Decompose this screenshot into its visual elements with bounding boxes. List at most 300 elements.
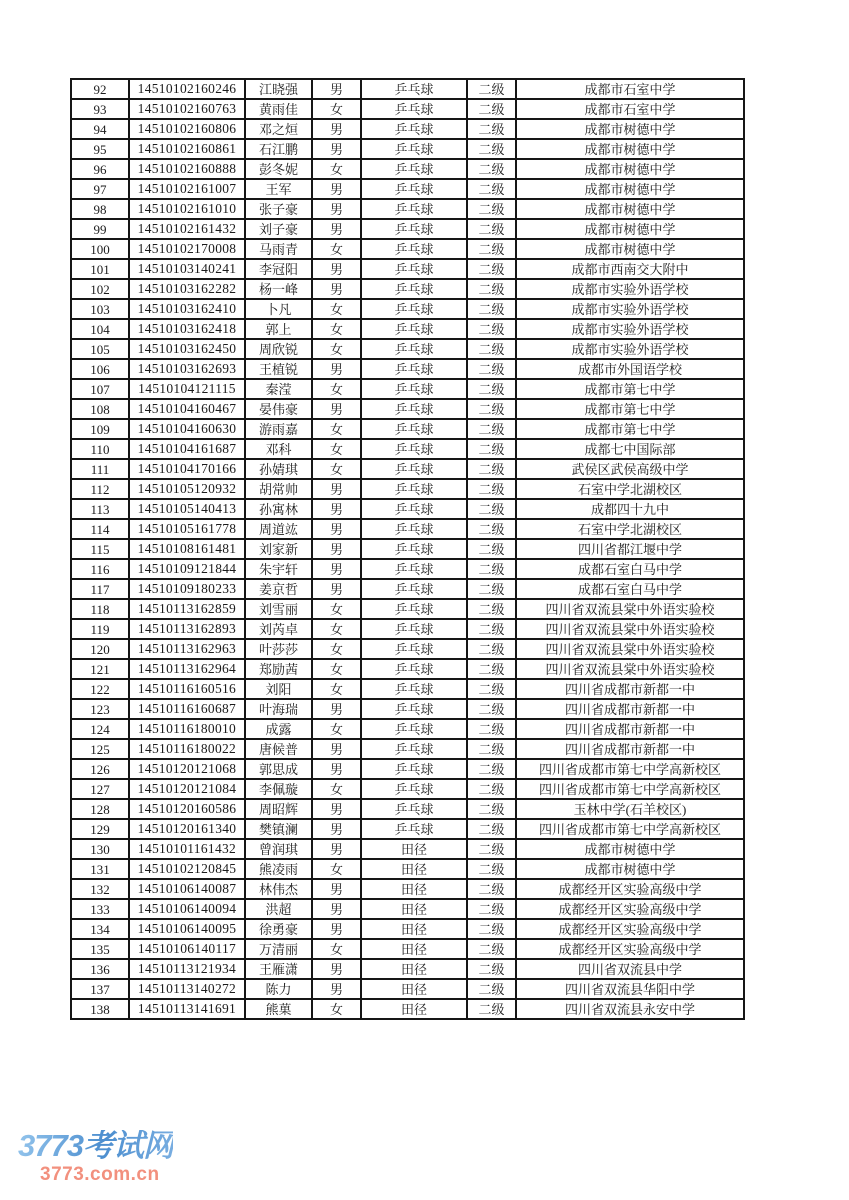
table-cell: 女 bbox=[312, 159, 361, 179]
table-cell: 徐勇豪 bbox=[245, 919, 312, 939]
table-cell: 四川省成都市新都一中 bbox=[516, 739, 744, 759]
table-cell: 男 bbox=[312, 579, 361, 599]
table-cell: 四川省双流县棠中外语实验校 bbox=[516, 639, 744, 659]
table-cell: 刘家新 bbox=[245, 539, 312, 559]
table-cell: 男 bbox=[312, 519, 361, 539]
table-cell: 14510103162450 bbox=[129, 339, 245, 359]
table-cell: 成都市实验外语学校 bbox=[516, 319, 744, 339]
table-cell: 男 bbox=[312, 819, 361, 839]
table-cell: 男 bbox=[312, 139, 361, 159]
table-row bbox=[71, 219, 744, 239]
table-row bbox=[71, 499, 744, 519]
table-cell: 叶海瑞 bbox=[245, 699, 312, 719]
table-cell: 成都市第七中学 bbox=[516, 379, 744, 399]
table-cell: 124 bbox=[71, 719, 129, 739]
table-cell: 男 bbox=[312, 119, 361, 139]
table-cell: 二级 bbox=[467, 239, 516, 259]
table-cell: 14510113140272 bbox=[129, 979, 245, 999]
table-row bbox=[71, 319, 744, 339]
table-cell: 92 bbox=[71, 79, 129, 99]
table-cell: 成都石室白马中学 bbox=[516, 559, 744, 579]
table-row bbox=[71, 699, 744, 719]
table-cell: 二级 bbox=[467, 359, 516, 379]
table-cell: 邓之烜 bbox=[245, 119, 312, 139]
table-row bbox=[71, 679, 744, 699]
table-cell: 二级 bbox=[467, 179, 516, 199]
table-cell: 136 bbox=[71, 959, 129, 979]
table-cell: 14510113162893 bbox=[129, 619, 245, 639]
table-cell: 133 bbox=[71, 899, 129, 919]
table-cell: 成都市树德中学 bbox=[516, 859, 744, 879]
table-row bbox=[71, 879, 744, 899]
table-cell: 王植锐 bbox=[245, 359, 312, 379]
table-cell: 118 bbox=[71, 599, 129, 619]
table-cell: 石江鹏 bbox=[245, 139, 312, 159]
table-cell: 成都经开区实验高级中学 bbox=[516, 919, 744, 939]
table-cell: 女 bbox=[312, 319, 361, 339]
table-cell: 成都经开区实验高级中学 bbox=[516, 939, 744, 959]
table-cell: 乒乓球 bbox=[361, 579, 467, 599]
table-cell: 郭思成 bbox=[245, 759, 312, 779]
table-cell: 女 bbox=[312, 599, 361, 619]
table-cell: 二级 bbox=[467, 879, 516, 899]
table-cell: 乒乓球 bbox=[361, 379, 467, 399]
table-cell: 14510105120932 bbox=[129, 479, 245, 499]
table-cell: 132 bbox=[71, 879, 129, 899]
table-cell: 14510113162964 bbox=[129, 659, 245, 679]
table-cell: 男 bbox=[312, 739, 361, 759]
table-cell: 108 bbox=[71, 399, 129, 419]
table-cell: 二级 bbox=[467, 79, 516, 99]
table-cell: 四川省成都市第七中学高新校区 bbox=[516, 819, 744, 839]
table-cell: 成都市树德中学 bbox=[516, 119, 744, 139]
table-cell: 樊镇澜 bbox=[245, 819, 312, 839]
table-cell: 二级 bbox=[467, 279, 516, 299]
table-cell: 乒乓球 bbox=[361, 739, 467, 759]
table-cell: 129 bbox=[71, 819, 129, 839]
table-cell: 14510102160888 bbox=[129, 159, 245, 179]
table-cell: 男 bbox=[312, 199, 361, 219]
table-cell: 男 bbox=[312, 759, 361, 779]
table-cell: 胡常帅 bbox=[245, 479, 312, 499]
table-cell: 朱宇轩 bbox=[245, 559, 312, 579]
table-row bbox=[71, 579, 744, 599]
table-cell: 女 bbox=[312, 99, 361, 119]
table-cell: 二级 bbox=[467, 759, 516, 779]
table-cell: 田径 bbox=[361, 979, 467, 999]
table-cell: 乒乓球 bbox=[361, 259, 467, 279]
table-cell: 成都经开区实验高级中学 bbox=[516, 879, 744, 899]
table-cell: 二级 bbox=[467, 979, 516, 999]
table-cell: 四川省双流县华阳中学 bbox=[516, 979, 744, 999]
table-cell: 彭冬妮 bbox=[245, 159, 312, 179]
table-cell: 122 bbox=[71, 679, 129, 699]
table-cell: 杨一峰 bbox=[245, 279, 312, 299]
table-cell: 男 bbox=[312, 219, 361, 239]
table-cell: 男 bbox=[312, 359, 361, 379]
table-cell: 14510109121844 bbox=[129, 559, 245, 579]
table-cell: 14510104160467 bbox=[129, 399, 245, 419]
table-cell: 男 bbox=[312, 539, 361, 559]
table-cell: 二级 bbox=[467, 439, 516, 459]
table-row bbox=[71, 79, 744, 99]
table-cell: 二级 bbox=[467, 999, 516, 1019]
table-cell: 男 bbox=[312, 979, 361, 999]
table-cell: 127 bbox=[71, 779, 129, 799]
table-cell: 男 bbox=[312, 179, 361, 199]
table-cell: 二级 bbox=[467, 479, 516, 499]
table-cell: 二级 bbox=[467, 399, 516, 419]
table-cell: 成都市树德中学 bbox=[516, 139, 744, 159]
table-cell: 女 bbox=[312, 659, 361, 679]
table-row bbox=[71, 359, 744, 379]
table-cell: 石室中学北湖校区 bbox=[516, 479, 744, 499]
table-row bbox=[71, 619, 744, 639]
table-cell: 乒乓球 bbox=[361, 499, 467, 519]
table-cell: 14510102161432 bbox=[129, 219, 245, 239]
table-cell: 男 bbox=[312, 479, 361, 499]
table-cell: 14510103162418 bbox=[129, 319, 245, 339]
table-cell: 乒乓球 bbox=[361, 679, 467, 699]
table-cell: 男 bbox=[312, 839, 361, 859]
table-cell: 男 bbox=[312, 559, 361, 579]
table-cell: 周昭辉 bbox=[245, 799, 312, 819]
table-cell: 乒乓球 bbox=[361, 439, 467, 459]
table-cell: 乒乓球 bbox=[361, 359, 467, 379]
table-cell: 乒乓球 bbox=[361, 159, 467, 179]
table-cell: 乒乓球 bbox=[361, 399, 467, 419]
table-cell: 二级 bbox=[467, 319, 516, 339]
table-cell: 104 bbox=[71, 319, 129, 339]
table-cell: 14510104170166 bbox=[129, 459, 245, 479]
table-row bbox=[71, 659, 744, 679]
table-cell: 14510101161432 bbox=[129, 839, 245, 859]
table-cell: 乒乓球 bbox=[361, 639, 467, 659]
table-cell: 四川省双流县中学 bbox=[516, 959, 744, 979]
table-cell: 乒乓球 bbox=[361, 559, 467, 579]
watermark-site-name: 3773考试网 bbox=[18, 1128, 173, 1163]
table-row bbox=[71, 759, 744, 779]
table-cell: 江晓强 bbox=[245, 79, 312, 99]
table-row bbox=[71, 799, 744, 819]
table-cell: 135 bbox=[71, 939, 129, 959]
table-cell: 成都市实验外语学校 bbox=[516, 279, 744, 299]
table-cell: 男 bbox=[312, 899, 361, 919]
table-cell: 14510102160806 bbox=[129, 119, 245, 139]
table-cell: 116 bbox=[71, 559, 129, 579]
table-cell: 二级 bbox=[467, 639, 516, 659]
table-cell: 周道竑 bbox=[245, 519, 312, 539]
table-cell: 晏伟豪 bbox=[245, 399, 312, 419]
table-cell: 94 bbox=[71, 119, 129, 139]
table-cell: 14510102160763 bbox=[129, 99, 245, 119]
table-row bbox=[71, 559, 744, 579]
table-cell: 熊菓 bbox=[245, 999, 312, 1019]
table-cell: 二级 bbox=[467, 659, 516, 679]
table-cell: 成都市树德中学 bbox=[516, 159, 744, 179]
table-cell: 二级 bbox=[467, 699, 516, 719]
table-cell: 四川省成都市新都一中 bbox=[516, 679, 744, 699]
table-cell: 林伟杰 bbox=[245, 879, 312, 899]
table-cell: 14510113162859 bbox=[129, 599, 245, 619]
table-cell: 乒乓球 bbox=[361, 299, 467, 319]
table-cell: 95 bbox=[71, 139, 129, 159]
table-cell: 四川省成都市新都一中 bbox=[516, 719, 744, 739]
table-cell: 98 bbox=[71, 199, 129, 219]
table-row bbox=[71, 519, 744, 539]
table-cell: 二级 bbox=[467, 159, 516, 179]
table-cell: 李佩璇 bbox=[245, 779, 312, 799]
table-cell: 14510106140094 bbox=[129, 899, 245, 919]
table-cell: 99 bbox=[71, 219, 129, 239]
table-cell: 四川省成都市第七中学高新校区 bbox=[516, 779, 744, 799]
table-cell: 二级 bbox=[467, 459, 516, 479]
table-cell: 李冠阳 bbox=[245, 259, 312, 279]
table-cell: 周欣锐 bbox=[245, 339, 312, 359]
table-cell: 乒乓球 bbox=[361, 819, 467, 839]
table-cell: 成都市树德中学 bbox=[516, 239, 744, 259]
table-cell: 二级 bbox=[467, 119, 516, 139]
table-row bbox=[71, 999, 744, 1019]
table-row bbox=[71, 439, 744, 459]
table-cell: 二级 bbox=[467, 679, 516, 699]
table-cell: 123 bbox=[71, 699, 129, 719]
table-cell: 100 bbox=[71, 239, 129, 259]
table-cell: 103 bbox=[71, 299, 129, 319]
table-cell: 126 bbox=[71, 759, 129, 779]
table-cell: 14510104121115 bbox=[129, 379, 245, 399]
table-cell: 洪超 bbox=[245, 899, 312, 919]
table-cell: 14510113141691 bbox=[129, 999, 245, 1019]
table-cell: 秦滢 bbox=[245, 379, 312, 399]
table-cell: 14510120121084 bbox=[129, 779, 245, 799]
table-cell: 乒乓球 bbox=[361, 419, 467, 439]
table-row bbox=[71, 959, 744, 979]
table-row bbox=[71, 259, 744, 279]
table-cell: 成都七中国际部 bbox=[516, 439, 744, 459]
table-cell: 110 bbox=[71, 439, 129, 459]
table-row bbox=[71, 119, 744, 139]
table-cell: 二级 bbox=[467, 839, 516, 859]
table-cell: 男 bbox=[312, 259, 361, 279]
table-cell: 马雨青 bbox=[245, 239, 312, 259]
table-cell: 武侯区武侯高级中学 bbox=[516, 459, 744, 479]
table-cell: 男 bbox=[312, 959, 361, 979]
table-cell: 田径 bbox=[361, 859, 467, 879]
table-cell: 109 bbox=[71, 419, 129, 439]
table-cell: 刘芮卓 bbox=[245, 619, 312, 639]
table-cell: 97 bbox=[71, 179, 129, 199]
table-cell: 二级 bbox=[467, 299, 516, 319]
table-row bbox=[71, 159, 744, 179]
table-cell: 二级 bbox=[467, 499, 516, 519]
table-cell: 14510103162693 bbox=[129, 359, 245, 379]
table-cell: 14510120161340 bbox=[129, 819, 245, 839]
table-cell: 游雨嘉 bbox=[245, 419, 312, 439]
table-cell: 王军 bbox=[245, 179, 312, 199]
table-cell: 成都市树德中学 bbox=[516, 219, 744, 239]
table-cell: 乒乓球 bbox=[361, 319, 467, 339]
table-cell: 106 bbox=[71, 359, 129, 379]
table-cell: 二级 bbox=[467, 959, 516, 979]
table-cell: 二级 bbox=[467, 739, 516, 759]
table-row bbox=[71, 779, 744, 799]
table-cell: 郑励茜 bbox=[245, 659, 312, 679]
table-cell: 14510104161687 bbox=[129, 439, 245, 459]
table-row bbox=[71, 299, 744, 319]
table-cell: 101 bbox=[71, 259, 129, 279]
table-cell: 二级 bbox=[467, 579, 516, 599]
table-row bbox=[71, 479, 744, 499]
table-cell: 孙寓林 bbox=[245, 499, 312, 519]
table-cell: 成都市实验外语学校 bbox=[516, 299, 744, 319]
table-cell: 男 bbox=[312, 879, 361, 899]
table-row bbox=[71, 639, 744, 659]
table-cell: 137 bbox=[71, 979, 129, 999]
table-cell: 男 bbox=[312, 919, 361, 939]
table-cell: 万清丽 bbox=[245, 939, 312, 959]
table-cell: 121 bbox=[71, 659, 129, 679]
table-cell: 14510106140117 bbox=[129, 939, 245, 959]
table-row bbox=[71, 539, 744, 559]
table-cell: 孙婧琪 bbox=[245, 459, 312, 479]
table-row bbox=[71, 919, 744, 939]
table-cell: 女 bbox=[312, 939, 361, 959]
table-cell: 刘阳 bbox=[245, 679, 312, 699]
table-cell: 二级 bbox=[467, 219, 516, 239]
table-cell: 乒乓球 bbox=[361, 519, 467, 539]
table-cell: 107 bbox=[71, 379, 129, 399]
table-cell: 14510103140241 bbox=[129, 259, 245, 279]
table-cell: 14510102120845 bbox=[129, 859, 245, 879]
table-row bbox=[71, 719, 744, 739]
table-cell: 四川省双流县棠中外语实验校 bbox=[516, 659, 744, 679]
table-cell: 叶莎莎 bbox=[245, 639, 312, 659]
table-cell: 二级 bbox=[467, 719, 516, 739]
table-row bbox=[71, 199, 744, 219]
table-cell: 四川省成都市第七中学高新校区 bbox=[516, 759, 744, 779]
table-cell: 女 bbox=[312, 439, 361, 459]
table-cell: 14510113162963 bbox=[129, 639, 245, 659]
table-cell: 女 bbox=[312, 299, 361, 319]
table-cell: 二级 bbox=[467, 99, 516, 119]
table-cell: 14510109180233 bbox=[129, 579, 245, 599]
table-row bbox=[71, 179, 744, 199]
table-cell: 成都市第七中学 bbox=[516, 419, 744, 439]
table-cell: 四川省双流县棠中外语实验校 bbox=[516, 619, 744, 639]
table-cell: 乒乓球 bbox=[361, 759, 467, 779]
table-cell: 二级 bbox=[467, 139, 516, 159]
table-cell: 石室中学北湖校区 bbox=[516, 519, 744, 539]
table-cell: 熊凌雨 bbox=[245, 859, 312, 879]
table-cell: 成都石室白马中学 bbox=[516, 579, 744, 599]
table-cell: 四川省都江堰中学 bbox=[516, 539, 744, 559]
table-cell: 曾润琪 bbox=[245, 839, 312, 859]
table-row bbox=[71, 459, 744, 479]
table-cell: 乒乓球 bbox=[361, 599, 467, 619]
table-cell: 卜凡 bbox=[245, 299, 312, 319]
table-row bbox=[71, 399, 744, 419]
table-cell: 乒乓球 bbox=[361, 479, 467, 499]
table-cell: 二级 bbox=[467, 339, 516, 359]
table-cell: 田径 bbox=[361, 939, 467, 959]
roster-table-body bbox=[71, 79, 744, 1019]
table-cell: 田径 bbox=[361, 959, 467, 979]
table-cell: 成都市实验外语学校 bbox=[516, 339, 744, 359]
table-cell: 102 bbox=[71, 279, 129, 299]
table-cell: 14510102161007 bbox=[129, 179, 245, 199]
table-row bbox=[71, 859, 744, 879]
table-cell: 二级 bbox=[467, 819, 516, 839]
table-cell: 男 bbox=[312, 79, 361, 99]
table-row bbox=[71, 979, 744, 999]
table-cell: 111 bbox=[71, 459, 129, 479]
table-cell: 田径 bbox=[361, 899, 467, 919]
table-cell: 女 bbox=[312, 379, 361, 399]
table-cell: 乒乓球 bbox=[361, 199, 467, 219]
table-cell: 女 bbox=[312, 779, 361, 799]
table-cell: 唐候普 bbox=[245, 739, 312, 759]
table-row bbox=[71, 739, 744, 759]
table-cell: 成都四十九中 bbox=[516, 499, 744, 519]
table-row bbox=[71, 419, 744, 439]
table-cell: 117 bbox=[71, 579, 129, 599]
table-cell: 14510116180010 bbox=[129, 719, 245, 739]
table-cell: 115 bbox=[71, 539, 129, 559]
table-cell: 乒乓球 bbox=[361, 279, 467, 299]
table-cell: 成露 bbox=[245, 719, 312, 739]
table-cell: 乒乓球 bbox=[361, 339, 467, 359]
table-cell: 成都市西南交大附中 bbox=[516, 259, 744, 279]
table-cell: 二级 bbox=[467, 199, 516, 219]
table-cell: 114 bbox=[71, 519, 129, 539]
table-cell: 二级 bbox=[467, 259, 516, 279]
table-cell: 男 bbox=[312, 499, 361, 519]
table-cell: 乒乓球 bbox=[361, 699, 467, 719]
table-cell: 男 bbox=[312, 399, 361, 419]
table-cell: 120 bbox=[71, 639, 129, 659]
table-cell: 邓科 bbox=[245, 439, 312, 459]
table-cell: 四川省双流县永安中学 bbox=[516, 999, 744, 1019]
table-cell: 乒乓球 bbox=[361, 179, 467, 199]
table-cell: 成都市树德中学 bbox=[516, 179, 744, 199]
table-cell: 128 bbox=[71, 799, 129, 819]
table-cell: 陈力 bbox=[245, 979, 312, 999]
table-cell: 女 bbox=[312, 239, 361, 259]
table-cell: 二级 bbox=[467, 539, 516, 559]
table-cell: 姜京哲 bbox=[245, 579, 312, 599]
table-cell: 93 bbox=[71, 99, 129, 119]
table-cell: 134 bbox=[71, 919, 129, 939]
table-cell: 乒乓球 bbox=[361, 219, 467, 239]
table-cell: 14510116160516 bbox=[129, 679, 245, 699]
table-row bbox=[71, 939, 744, 959]
table-cell: 二级 bbox=[467, 519, 516, 539]
table-row bbox=[71, 599, 744, 619]
table-cell: 乒乓球 bbox=[361, 119, 467, 139]
table-cell: 二级 bbox=[467, 619, 516, 639]
table-cell: 113 bbox=[71, 499, 129, 519]
table-cell: 成都市第七中学 bbox=[516, 399, 744, 419]
table-cell: 玉林中学(石羊校区) bbox=[516, 799, 744, 819]
table-cell: 14510105161778 bbox=[129, 519, 245, 539]
table-cell: 二级 bbox=[467, 939, 516, 959]
watermark bbox=[18, 1130, 173, 1184]
table-row bbox=[71, 139, 744, 159]
table-cell: 黄雨佳 bbox=[245, 99, 312, 119]
table-cell: 乒乓球 bbox=[361, 779, 467, 799]
table-cell: 125 bbox=[71, 739, 129, 759]
